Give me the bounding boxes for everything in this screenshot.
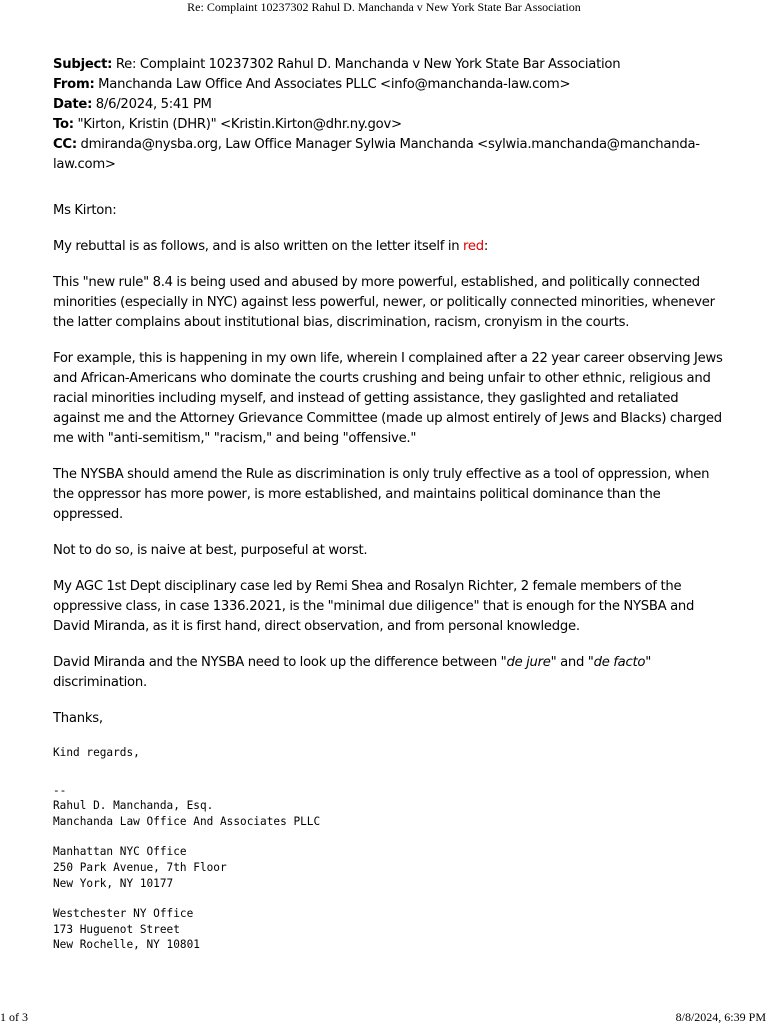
from-value: Manchanda Law Office And Associates PLLC <info@manchanda-law.com> (94, 77, 571, 92)
paragraph-example: For example, this is happening in my own life, wherein I complained after a 22 year career observing Jews and African-Americans who dominate the courts crushing and being unfair to other ethnic, religious and racial minorities including myself, and instead of getting assistance, they gaslighted and retaliated against me and the Attorney Grievance Committee (made up almost entirely of Jews and Blacks) charged me with "anti-semitism," "racism," and being "offensive." (53, 351, 723, 446)
paragraph-de-jure-de-facto (53, 653, 723, 693)
signature-name: Rahul D. Manchanda, Esq. (53, 799, 214, 813)
rebuttal-colon: : (483, 239, 489, 254)
to-value: "Kirton, Kristin (DHR)" <Kristin.Kirton@dhr.ny.gov> (73, 117, 402, 132)
date-line (53, 95, 723, 115)
email-headers (53, 55, 723, 175)
office-westchester (53, 906, 723, 953)
to-line (53, 115, 723, 135)
date-label: Date: (53, 97, 93, 112)
signature-dashes: -- (53, 783, 67, 797)
signature-firm: Manchanda Law Office And Associates PLLC (53, 814, 321, 828)
paragraph-agc-case: My AGC 1st Dept disciplinary case led by Remi Shea and Rosalyn Richter, 2 female members of the oppressive class, in case 1336.2021, is the "minimal due diligence" that is enough for the NYSBA and David Miranda, as it is first hand, direct observation, and from personal knowledge. (53, 579, 695, 634)
office-westchester-title: Westchester NY Office (53, 907, 194, 921)
rebuttal-paragraph (53, 237, 723, 257)
paragraph-naive: Not to do so, is naive at best, purposeful at worst. (53, 543, 368, 558)
subject-value: Re: Complaint 10237302 Rahul D. Manchanda v New York State Bar Association (112, 57, 621, 72)
page-number: 1 of 3 (0, 1010, 28, 1024)
de-facto-term: de facto (593, 655, 646, 670)
office-manhattan-street: 250 Park Avenue, 7th Floor (53, 860, 227, 874)
de-jure-pre: David Miranda and the NYSBA need to look up the difference between " (53, 655, 507, 670)
de-facto-post: " discrimination. (53, 655, 652, 690)
red-word: red (463, 239, 484, 254)
office-manhattan-title: Manhattan NYC Office (53, 845, 187, 859)
rebuttal-text: My rebuttal is as follows, and is also written on the letter itself in (53, 239, 464, 254)
office-westchester-city: New Rochelle, NY 10801 (53, 938, 200, 952)
from-label: From: (53, 77, 95, 92)
cc-value: dmiranda@nysba.org, Law Office Manager Sylwia Manchanda <sylwia.manchanda@manchanda- (76, 137, 700, 152)
office-westchester-street: 173 Huguenot Street (53, 922, 180, 936)
office-manhattan (53, 844, 723, 891)
subject-line (53, 55, 723, 75)
cc-line (53, 135, 723, 155)
office-manhattan-city: New York, NY 10177 (53, 876, 174, 890)
paragraph-amend-rule: The NYSBA should amend the Rule as discrimination is only truly effective as a tool of oppression, when the oppressor has more power, is more established, and maintains political dominance than the oppressed. (53, 467, 710, 522)
to-label: To: (53, 117, 74, 132)
cc-line-continued: law.com> (53, 157, 116, 172)
signature-block (53, 745, 723, 953)
signature-regards: Kind regards, (53, 746, 140, 759)
print-header-title: Re: Complaint 10237302 Rahul D. Manchanda v New York State Bar Association (187, 0, 581, 14)
de-jure-mid: " and " (550, 655, 594, 670)
salutation: Ms Kirton: (53, 203, 117, 218)
thanks: Thanks, (53, 711, 103, 726)
paragraph-rule-8-4: This "new rule" 8.4 is being used and abused by more powerful, established, and politically connected minorities (especially in NYC) against less powerful, newer, or politically connected minorities, whenever the latter complains about institutional bias, discrimination, racism, cronyism in the courts. (53, 275, 715, 330)
print-timestamp: 8/8/2024, 6:39 PM (675, 1010, 766, 1024)
from-line (53, 75, 723, 95)
de-jure-term: de jure (506, 655, 551, 670)
date-value: 8/6/2024, 5:41 PM (92, 97, 212, 112)
email-content (53, 55, 723, 968)
subject-label: Subject: (53, 57, 113, 72)
cc-label: CC: (53, 137, 77, 152)
